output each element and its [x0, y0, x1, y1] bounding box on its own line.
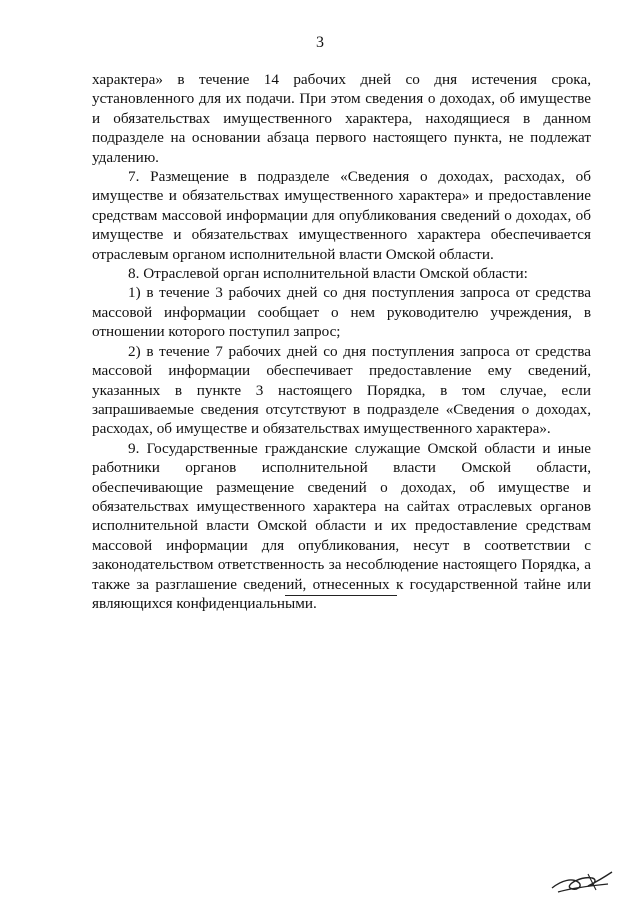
- signature-mark: [548, 866, 618, 896]
- paragraph-item-8: 8. Отраслевой орган исполнительной власти Омской области:: [128, 265, 528, 283]
- paragraph-subitem-1: 1) в течение 3 рабочих дней со дня поступления запроса от средства массовой информации сообщает о нем руководителю учреждения, в отношении которого поступил запрос;: [92, 284, 591, 341]
- paragraph-item-9: 9. Государственные гражданские служащие Омской области и иные работники органов исполнительной власти Омской области, обеспечивающие размещение сведений о доходах, об имуществе и обязательствах имущественного характера на сайтах отраслевых органов исполнительной власти Омской области и их предоставление средствам массовой информации для опубликования, несут в соответствии с законодательством ответственность за несоблюдение настоящего Порядка, а также за разглашение сведений, отнесенных к государственной тайне или являющихся конфиденциальными.: [92, 439, 591, 612]
- paragraph-subitem-2: 2) в течение 7 рабочих дней со дня поступления запроса от средства массовой информации обеспечивает предоставление ему сведений, указанных в пункте 3 настоящего Порядка, в том случае, если запрашиваемые сведения отсутствуют в подразделе «Сведения о доходах, расходах, об имуществе и обязательствах имущественного характера».: [92, 342, 591, 438]
- document-body: [92, 70, 591, 613]
- page-number: 3: [316, 34, 324, 51]
- paragraph-item-7: 7. Размещение в подразделе «Сведения о доходах, расходах, об имуществе и обязательствах имущественного характера» и предоставление средствам массовой информации для опубликования сведений о доходах, об имуществе и обязательствах имущественного характера обеспечивается отраслевым органом исполнительной власти Омской области.: [92, 168, 591, 263]
- end-divider: [285, 595, 397, 596]
- paragraph-continuation: характера» в течение 14 рабочих дней со дня истечения срока, установленного для их подачи. При этом сведения о доходах, об имуществе и обязательствах имущественного характера, находящиеся в данном подразделе на основании абзаца первого настоящего пункта, не подлежат удалению.: [92, 71, 591, 166]
